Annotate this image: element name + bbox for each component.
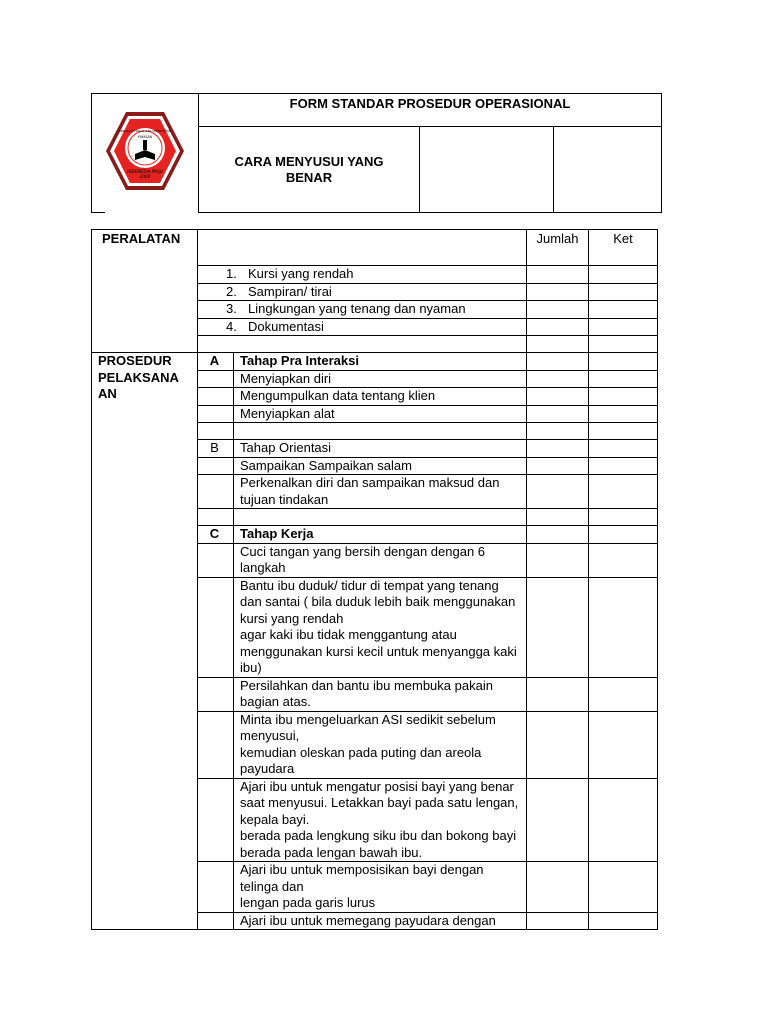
ket-cell	[589, 283, 658, 301]
step-text: Minta ibu mengeluarkan ASI sedikit sebelum menyusui, kemudian oleskan pada puting dan areola payudara	[234, 711, 527, 778]
letter-blank	[198, 862, 234, 913]
ket-cell	[589, 862, 658, 913]
jumlah-cell	[527, 405, 589, 423]
logo-bottom-line1: INDONESIA MAJU	[127, 168, 163, 174]
step-text: Mengumpulkan data tentang klien	[234, 388, 527, 406]
pillar-icon	[143, 140, 147, 150]
ket-cell	[589, 509, 658, 526]
blank-row	[198, 336, 527, 353]
letter-blank	[198, 677, 234, 711]
ket-cell	[589, 318, 658, 336]
jumlah-cell	[527, 336, 589, 353]
letter-blank	[198, 423, 234, 440]
jumlah-cell	[527, 266, 589, 284]
logo-bottom-line2: 2000	[139, 173, 151, 179]
section-b-letter: B	[198, 440, 234, 458]
ket-cell	[589, 711, 658, 778]
equipment-item: 2. Sampiran/ tirai	[198, 283, 527, 301]
jumlah-cell	[527, 318, 589, 336]
equipment-item: 1. Kursi yang rendah	[198, 266, 527, 284]
ket-cell	[589, 778, 658, 862]
jumlah-cell	[527, 457, 589, 475]
ket-cell	[589, 912, 658, 930]
section-a-letter: A	[198, 353, 234, 371]
ket-cell	[589, 440, 658, 458]
peralatan-header-blank	[198, 230, 527, 266]
letter-blank	[198, 543, 234, 577]
blank-row	[234, 509, 527, 526]
ket-cell	[589, 353, 658, 371]
form-title: FORM STANDAR PROSEDUR OPERASIONAL	[199, 94, 662, 127]
step-text: Sampaikan Sampaikan salam	[234, 457, 527, 475]
jumlah-cell	[527, 423, 589, 440]
step-text: Persilahkan dan bantu ibu membuka pakain bagian atas.	[234, 677, 527, 711]
ket-cell	[589, 475, 658, 509]
jumlah-cell	[527, 862, 589, 913]
jumlah-cell	[527, 440, 589, 458]
step-text: Bantu ibu duduk/ tidur di tempat yang tenang dan santai ( bila duduk lebih baik menggunakan kursi yang rendah agar kaki ibu tidak menggantung atau menggunakan kursi kecil untuk menyangga kaki ibu)	[234, 577, 527, 677]
jumlah-cell	[527, 912, 589, 930]
equipment-item: 3. Lingkungan yang tenang dan nyaman	[198, 301, 527, 319]
blank-cell-2	[554, 127, 662, 213]
jumlah-cell	[527, 778, 589, 862]
peralatan-label: PERALATAN	[92, 230, 198, 353]
jumlah-cell	[527, 577, 589, 677]
jumlah-cell	[527, 388, 589, 406]
letter-blank	[198, 711, 234, 778]
jumlah-cell	[527, 711, 589, 778]
blank-row	[234, 423, 527, 440]
letter-blank	[198, 912, 234, 930]
ket-cell	[589, 336, 658, 353]
letter-blank	[198, 405, 234, 423]
institution-logo	[104, 110, 186, 192]
section-c-letter: C	[198, 526, 234, 544]
prosedur-label: PROSEDUR PELAKSANA AN	[92, 353, 198, 930]
ket-cell	[589, 370, 658, 388]
jumlah-cell	[527, 301, 589, 319]
jumlah-cell	[527, 475, 589, 509]
step-text: Perkenalkan diri dan sampaikan maksud dan tujuan tindakan	[234, 475, 527, 509]
ket-cell	[589, 301, 658, 319]
sop-header	[91, 93, 662, 213]
letter-blank	[198, 457, 234, 475]
blank-cell-1	[420, 127, 554, 213]
ket-cell	[589, 543, 658, 577]
letter-blank	[198, 475, 234, 509]
jumlah-cell	[527, 353, 589, 371]
ket-cell	[589, 405, 658, 423]
jumlah-cell	[527, 543, 589, 577]
logo-arc-text: SEKOLAH TINGGI ILMU KESEHATAN	[118, 128, 172, 133]
procedure-title	[199, 127, 420, 213]
ket-cell	[589, 577, 658, 677]
procedure-title-line1: CARA MENYUSUI YANG	[234, 153, 384, 169]
section-a-title: Tahap Pra Interaksi	[234, 353, 527, 371]
jumlah-cell	[527, 677, 589, 711]
ket-cell	[589, 677, 658, 711]
step-text: Ajari ibu untuk memposisikan bayi dengan telinga dan lengan pada garis lurus	[234, 862, 527, 913]
col-ket: Ket	[589, 230, 658, 266]
col-jumlah: Jumlah	[527, 230, 589, 266]
letter-blank	[198, 509, 234, 526]
jumlah-cell	[527, 526, 589, 544]
letter-blank	[198, 778, 234, 862]
ket-cell	[589, 457, 658, 475]
letter-blank	[198, 388, 234, 406]
logo-cell-bottom-line	[91, 212, 105, 213]
procedure-title-line2: BENAR	[285, 169, 333, 185]
letter-blank	[198, 370, 234, 388]
step-text: Menyiapkan diri	[234, 370, 527, 388]
equipment-item: 4. Dokumentasi	[198, 318, 527, 336]
ket-cell	[589, 423, 658, 440]
procedure-table	[91, 229, 658, 930]
letter-blank	[198, 577, 234, 677]
step-text: Cuci tangan yang bersih dengan dengan 6 langkah	[234, 543, 527, 577]
section-c-title: Tahap Kerja	[234, 526, 527, 544]
step-text: Ajari ibu untuk mengatur posisi bayi yang benar saat menyusui. Letakkan bayi pada satu lengan, kepala bayi. berada pada lengkung siku ibu dan bokong bayi berada pada lengan bawah ibu.	[234, 778, 527, 862]
ket-cell	[589, 388, 658, 406]
jumlah-cell	[527, 283, 589, 301]
jumlah-cell	[527, 370, 589, 388]
ket-cell	[589, 526, 658, 544]
jumlah-cell	[527, 509, 589, 526]
logo-inner-text: YAYASAN	[137, 134, 153, 139]
ket-cell	[589, 266, 658, 284]
step-text: Ajari ibu untuk memegang payudara dengan	[234, 912, 527, 930]
step-text: Menyiapkan alat	[234, 405, 527, 423]
logo-cell	[92, 94, 199, 213]
section-b-title: Tahap Orientasi	[234, 440, 527, 458]
